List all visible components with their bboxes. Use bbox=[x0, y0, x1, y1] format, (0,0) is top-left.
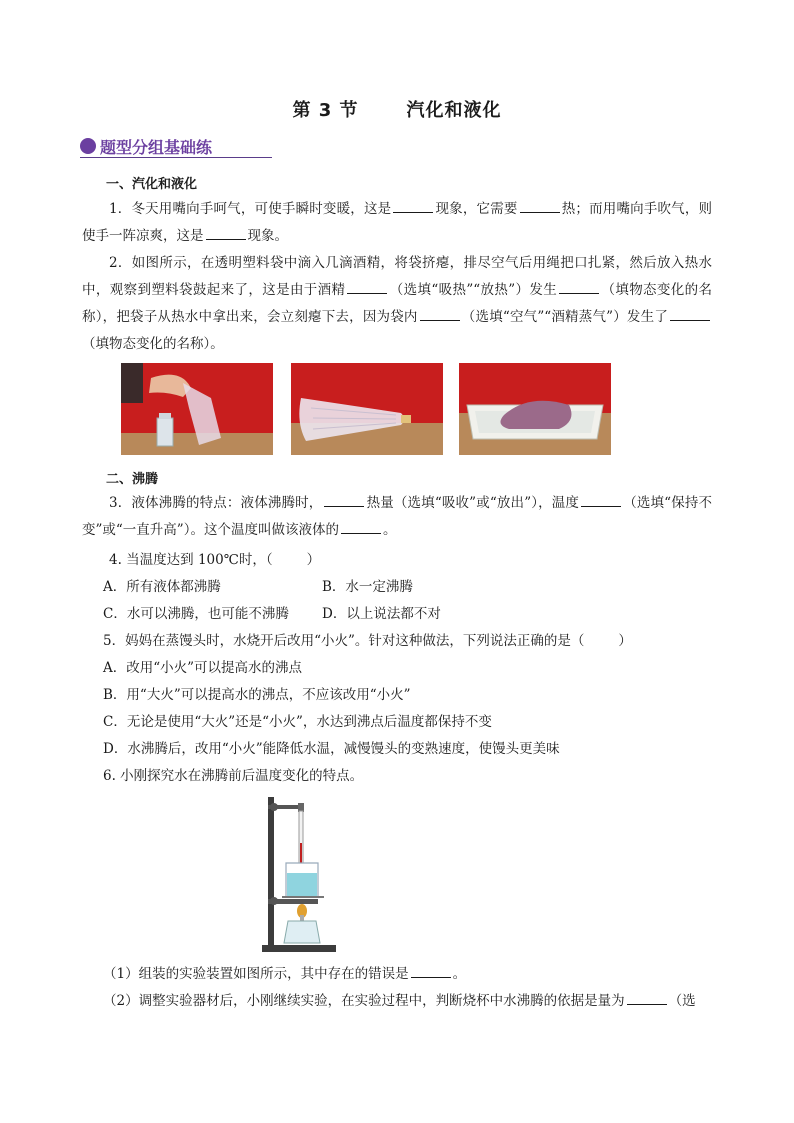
page-title bbox=[0, 96, 794, 122]
photo-bag-in-tray-svg bbox=[459, 363, 611, 455]
answer-blank bbox=[559, 280, 599, 294]
photo-hand-bag-bottle-svg bbox=[121, 363, 273, 455]
answer-blank bbox=[411, 964, 451, 978]
banner-title: 题型分组基础练 bbox=[100, 138, 213, 157]
photo-bag-in-tray bbox=[459, 363, 611, 455]
section-name: 汽化和液化 bbox=[406, 100, 502, 121]
answer-blank bbox=[324, 493, 364, 507]
boiling-apparatus-svg bbox=[258, 793, 340, 955]
section-number: 第 3 节 bbox=[292, 100, 359, 121]
q4-option-b: B．水一定沸腾 bbox=[322, 579, 413, 595]
q4-option-a: A．所有液体都沸腾 bbox=[103, 579, 221, 595]
question-4-stem: 4. 当温度达到 100℃时，（ ） bbox=[109, 552, 321, 568]
answer-blank bbox=[393, 199, 433, 213]
answer-blank bbox=[670, 307, 710, 321]
answer-blank bbox=[347, 280, 387, 294]
answer-blank bbox=[520, 199, 560, 213]
bullet-dot-icon bbox=[80, 138, 96, 154]
q5-option-a: A．改用“小火”可以提高水的沸点 bbox=[103, 660, 303, 676]
boiling-apparatus-diagram bbox=[258, 793, 340, 955]
question-6-stem: 6. 小刚探究水在沸腾前后温度变化的特点。 bbox=[103, 768, 364, 784]
part2-heading: 二、沸腾 bbox=[106, 472, 159, 487]
question-6-sub2: （2）调整实验器材后，小刚继续实验，在实验过程中，判断烧杯中水沸腾的依据是量为 （选 bbox=[103, 993, 696, 1009]
question-5-stem: 5．妈妈在蒸馒头时，水烧开后改用“小火”。针对这种做法，下列说法正确的是（ ） bbox=[103, 633, 632, 649]
photo-tied-bag bbox=[291, 363, 443, 455]
question-3: 3．液体沸腾的特点：液体沸腾时， 热量（选填“吸收”或“放出”），温度 （选填“保持不变”或“一直升高”）。这个温度叫做该液体的 。 bbox=[82, 495, 713, 538]
question-6-sub1: （1）组装的实验装置如图所示，其中存在的错误是 。 bbox=[103, 966, 467, 982]
answer-blank bbox=[341, 520, 381, 534]
question-1: 1．冬天用嘴向手呵气，可使手瞬时变暖，这是 现象，它需要 热；而用嘴向手吹气，则使手一阵凉爽，这是 现象。 bbox=[82, 201, 713, 244]
part1-heading: 一、汽化和液化 bbox=[106, 177, 198, 192]
answer-blank bbox=[420, 307, 460, 321]
q5-option-c: C．无论是使用“大火”还是“小火”，水达到沸点后温度都保持不变 bbox=[103, 714, 492, 730]
answer-blank bbox=[627, 991, 667, 1005]
photo-tied-bag-svg bbox=[291, 363, 443, 455]
q5-option-d: D．水沸腾后，改用“小火”能降低水温，减慢馒头的变熟速度，使馒头更美味 bbox=[103, 741, 560, 757]
section-banner bbox=[80, 135, 272, 158]
answer-blank bbox=[581, 493, 621, 507]
question-2: 2．如图所示，在透明塑料袋中滴入几滴酒精，将袋挤瘪，排尽空气后用绳把口扎紧，然后放入热水中，观察到塑料袋鼓起来了，这是由于酒精 （选填“吸热”“放热”）发生 （填物态变化的名称），把袋子从热水中拿出来，会立刻瘪下去，因为袋内 （选填“空气”“酒精蒸气”）发生了（填物态变化的名称）。 bbox=[82, 255, 713, 352]
q5-option-b: B．用“大火”可以提高水的沸点，不应该改用“小火” bbox=[103, 687, 411, 703]
photo-hand-bag-bottle bbox=[121, 363, 273, 455]
q4-option-d: D．以上说法都不对 bbox=[322, 606, 441, 622]
answer-blank bbox=[206, 226, 246, 240]
q4-option-c: C．水可以沸腾，也可能不沸腾 bbox=[103, 606, 289, 622]
